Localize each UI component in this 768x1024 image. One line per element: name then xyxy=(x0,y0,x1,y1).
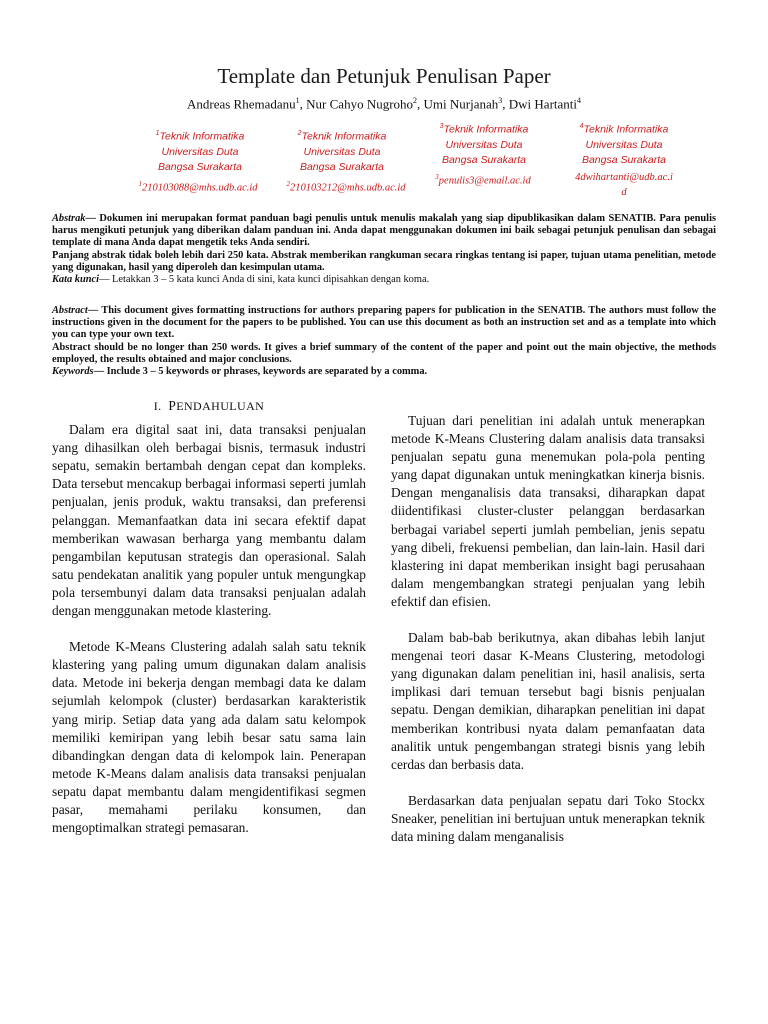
email-mark: 1 xyxy=(138,179,142,188)
section-title-rest: ENDAHULUAN xyxy=(176,399,265,413)
author-list: Andreas Rhemadanu$^1$, Nur Cahyo Nugroho$^2$, Umi Nurjanah$^3$, Dwi Hartanti$^4$ xyxy=(186,96,582,112)
author-name: Dwi Hartanti xyxy=(508,96,578,112)
author-name: Umi Nurjanah xyxy=(423,96,499,112)
keywords-text: — Letakkan 3 – 5 kata kunci Anda di sini, kata kunci dipisahkan dengan koma. xyxy=(99,274,430,286)
paper-title: Template dan Petunjuk Penulisan Paper xyxy=(217,64,551,88)
author-name: Nur Cahyo Nugroho xyxy=(306,96,414,112)
section-number: I. xyxy=(153,399,162,413)
author-email[interactable]: penulis3@email.ac.id xyxy=(438,175,531,186)
affiliation-dept: Teknik Informatika xyxy=(301,130,387,143)
affiliation-city: Bangsa Surakarta xyxy=(299,160,385,173)
abstract-label: Abstrak xyxy=(52,213,86,224)
abstract-text: — This document gives formatting instructions for authors preparing papers for publication in the SENATIB. The authors must follow the instructions given in the document for the papers to be published. You can use this document as both an instruction set and as a template into which you can type your own text. xyxy=(52,305,716,341)
abstract-text-2: Abstract should be no longer than 250 words. It gives a brief summary of the content of the paper and point out the main objective, the methods employed, the results obtained and major conclusions. xyxy=(52,341,716,365)
affiliation-univ: Universitas Duta xyxy=(445,138,523,151)
affiliation-mark: 1 xyxy=(155,130,160,137)
abstract-text: — Dokumen ini merupakan format panduan bagi penulis untuk menulis makalah yang siap dipublikasikan dalam SENATIB. Para penulis harus mengikuti petunjuk yang diberikan dalam panduan ini. Anda dapat menggunakan dokumen ini baik sebagai petunjuk penulisan dan sebagai template di mana Anda dapat mengetik teks Anda sendiri. xyxy=(52,213,716,249)
author-email-continued: d xyxy=(621,186,627,198)
affiliation-dept: Teknik Informatika xyxy=(159,130,245,143)
author-email[interactable]: 210103212@mhs.udb.ac.id xyxy=(289,182,406,193)
keywords-text: — Include 3 – 5 keywords or phrases, keywords are separated by a comma. xyxy=(93,366,428,378)
body-paragraph: Metode K-Means Clustering adalah salah satu teknik klastering yang paling umum digunakan dalam analisis data. Metode ini bekerja dengan membagi data ke dalam sejumlah kelompok (cluster) berdasarkan karakteristik yang mirip. Setiap data yang ada dalam satu kelompok memiliki kemiripan yang lebih besar satu sama lain dibandingkan dengan data di kelompok lain. Penerapan metode K-Means dalam analisis data transaksi penjualan sepatu dapat membantu dalam mengidentifikasi segmen pasar, memahami perilaku konsumen, dan mengoptimalkan strategi pemasaran. xyxy=(52,639,366,836)
abstract-english xyxy=(52,305,716,378)
affiliation-2 xyxy=(272,126,412,195)
affiliation-city: Bangsa Surakarta xyxy=(581,153,667,166)
body-paragraph: Berdasarkan data penjualan sepatu dari Toko Stockx Sneaker, penelitian ini bertujuan untuk menerapkan teknik data mining dalam menganalisis xyxy=(391,792,705,844)
affiliation-mark: 4 xyxy=(579,123,584,130)
affiliation-3 xyxy=(414,119,554,188)
affiliation-univ: Universitas Duta xyxy=(303,145,381,158)
author-mark: 1 xyxy=(295,96,300,105)
keywords-label: Keywords xyxy=(52,366,94,378)
affiliation-1 xyxy=(130,126,270,195)
email-mark: 2 xyxy=(286,179,290,188)
author-mark: 2 xyxy=(413,96,418,105)
affiliation-4 xyxy=(554,119,694,200)
body-paragraph: Dalam era digital saat ini, data transaksi penjualan yang dihasilkan oleh berbagai bisnis, termasuk industri sepatu, semakin bertambah dengan cepat dan kompleks. Data tersebut mencakup berbagai informasi seperti jumlah penjualan, jenis produk, waktu transaksi, dan preferensi pelanggan. Memanfaatkan data ini secara efektif dapat memberikan wawasan berharga yang membantu dalam pengambilan keputusan strategis dan operasional. Salah satu pendekatan analitik yang populer untuk mengungkap pola tersembunyi dalam data transaksi penjualan adalah dengan menggunakan metode klastering. xyxy=(52,422,366,619)
right-column xyxy=(391,412,705,864)
author-mark: 3 xyxy=(498,96,503,105)
affiliation-dept: Teknik Informatika xyxy=(583,123,669,136)
affiliation-city: Bangsa Surakarta xyxy=(157,160,243,173)
affiliation-city: Bangsa Surakarta xyxy=(441,153,527,166)
body-paragraph: Tujuan dari penelitian ini adalah untuk menerapkan metode K-Means Clustering dalam analisis data transaksi penjualan sepatu guna menemukan pola-pola penting yang dapat digunakan untuk meningkatkan kinerja bisnis. Dengan menganalisis data transaksi, diharapkan dapat diidentifikasi cluster-cluster pelanggan berdasarkan berbagai variabel seperti jumlah pembelian, jenis sepatu yang dibeli, frekuensi pembelian, dan lain-lain. Hasil dari klastering ini dapat memberikan insight bagi perusahaan dalam mengembangkan strategi penjualan yang lebih efektif dan efisien. xyxy=(391,413,705,609)
affiliation-mark: 2 xyxy=(297,130,302,137)
affiliation-mark: 3 xyxy=(439,123,444,130)
section-heading xyxy=(52,397,366,415)
affiliation-univ: Universitas Duta xyxy=(585,138,663,151)
author-name: Andreas Rhemadanu xyxy=(186,96,296,112)
email-mark: 3 xyxy=(435,172,439,181)
author-email[interactable]: 210103088@mhs.udb.ac.id xyxy=(141,182,258,193)
affiliation-univ: Universitas Duta xyxy=(161,145,239,158)
abstract-indonesian xyxy=(52,213,716,286)
section-initial: P xyxy=(168,398,177,413)
left-column xyxy=(52,397,366,855)
author-email[interactable]: 4dwihartanti@udb.ac.i xyxy=(575,171,673,183)
author-mark: 4 xyxy=(577,96,582,105)
abstract-text-2: Panjang abstrak tidak boleh lebih dari 250 kata. Abstrak memberikan rangkuman secara ringkas tentang isi paper, tujuan utama penelitian, metode yang digunakan, hasil yang diperoleh dan kesimpulan utama. xyxy=(52,249,716,273)
affiliation-dept: Teknik Informatika xyxy=(443,123,529,136)
keywords-label: Kata kunci xyxy=(52,274,100,286)
abstract-label: Abstract xyxy=(52,305,88,316)
body-paragraph: Dalam bab-bab berikutnya, akan dibahas lebih lanjut mengenai teori dasar K-Means Clustering, metodologi yang digunakan dalam penelitian ini, hasil analisis, serta implikasi dari temuan tersebut bagi bisnis penjualan sepatu. Dengan demikian, diharapkan penelitian ini dapat memberikan kontribusi nyata dalam pemanfaatan data analitik untuk pengembangan strategi bisnis yang lebih cerdas dan berbasis data. xyxy=(391,630,705,772)
